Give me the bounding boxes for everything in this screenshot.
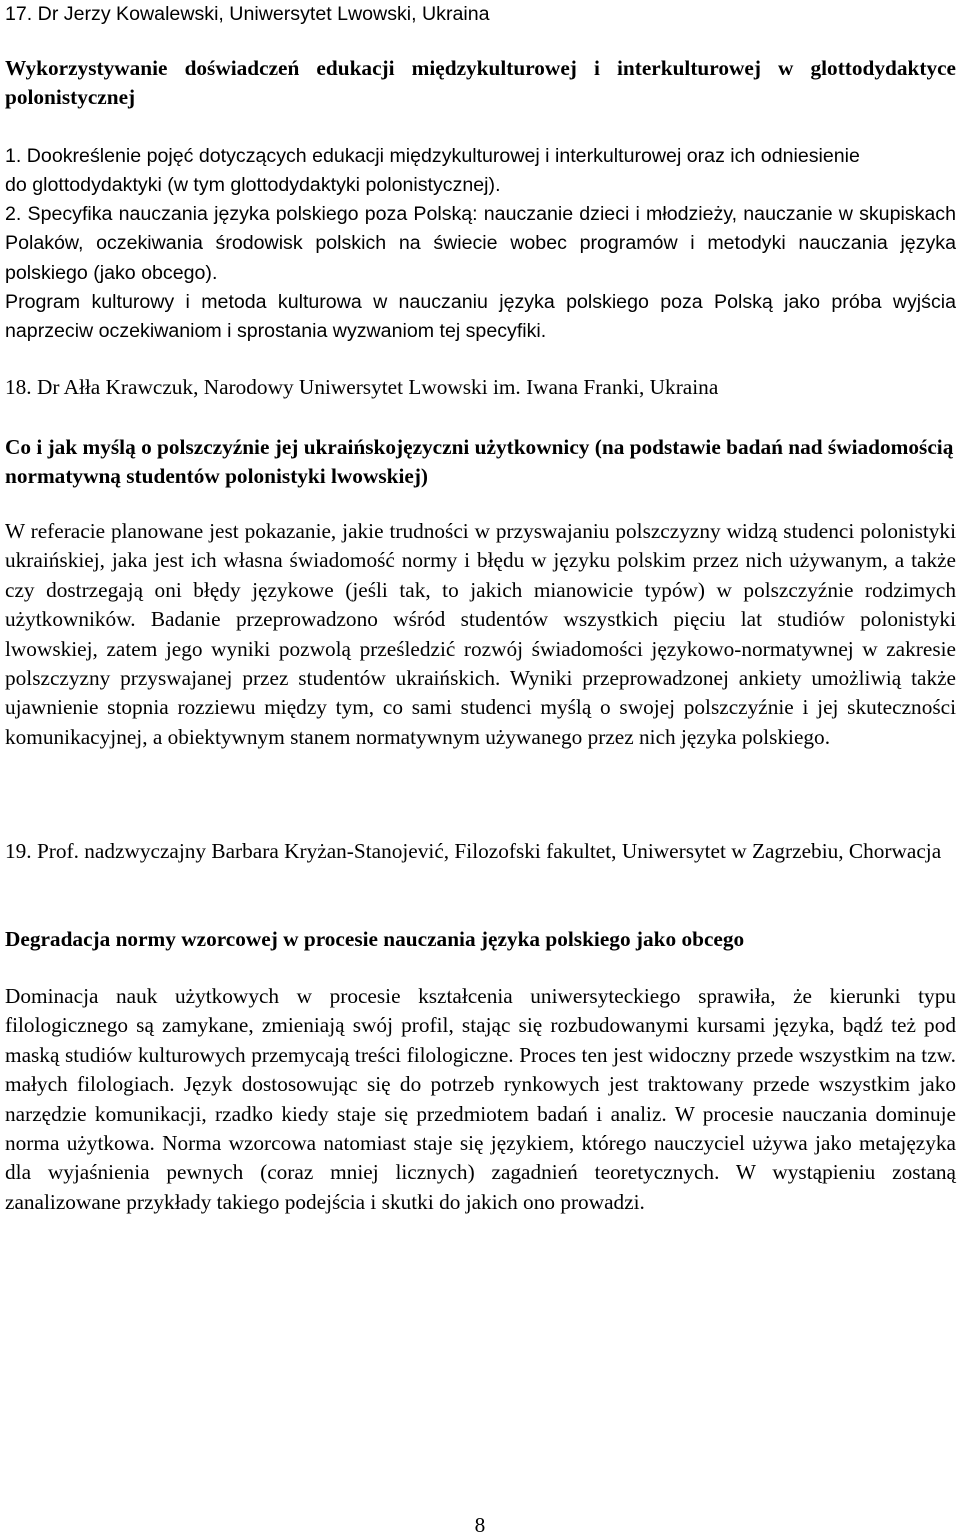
entry-19-author: 19. Prof. nadzwyczajny Barbara Kryżan-Stanojević, Filozofski fakultet, Uniwersytet w Zagrzebiu, Chorwacja [5, 839, 942, 863]
entry-17-author: 17. Dr Jerzy Kowalewski, Uniwersytet Lwowski, Ukraina [5, 3, 490, 25]
entry-18-abstract: W referacie planowane jest pokazanie, jakie trudności w przyswajaniu polszczyzny widzą studenci polonistyki ukraińskiej, jaka jest ich własna świadomość normy i błędu w języku polskim przez nich używanym, a także czy dostrzegają oni błędy językowe (jeśli tak, to jakich mianowicie typów) w polszczyźnie rodzimych użytkowników. Badanie przeprowadzono wśród studentów wszystkich pięciu lat studiów polonistyki lwowskiej, zatem jego wyniki pozwolą prześledzić rozwój świadomości językowo-normatywnej w zakresie polszczyzny przyswajanej przez studentów ukraińskich. Wyniki przeprowadzonej ankiety umożliwią także ujawnienie stopnia rozziewu między tym, co sami studenci myślą o swojej polszczyźnie i jej skuteczności komunikacyjnej, a obiektywnym stanem normatywnym używanego przez nich języka polskiego. [5, 519, 956, 749]
entry-19-abstract: Dominacja nauk użytkowych w procesie kształcenia uniwersyteckiego sprawiła, że kierunki typu filologicznego są zamykane, zmieniają swój profil, stając się rozbudowanymi kursami języka, bądź też pod maską studiów kulturowych przemycają treści filologiczne. Proces ten jest widoczny przede wszystkim na tzw. małych filologiach. Język dostosowując się do potrzeb rynkowych jest traktowany przede wszystkim jako narzędzie komunikacji, rzadko kiedy staje się przedmiotem badań i analiz. W procesie nauczania dominuje norma użytkowa. Norma wzorcowa natomiast staje się językiem, którego nauczyciel używa jako metajęzyka dla wyjaśnienia pewnych (coraz mniej licznych) zagadnień teoretycznych. W wystąpieniu zostaną zanalizowane przykłady takiego podejścia i skutki do jakich ono prowadzi. [5, 984, 956, 1214]
entry-18-author: 18. Dr Ałła Krawczuk, Narodowy Uniwersytet Lwowski im. Iwana Franki, Ukraina [5, 375, 719, 399]
entry-18-title: Co i jak myślą o polszczyźnie jej ukraińskojęzyczni użytkownicy (na podstawie badań nad świadomością normatywną studentów polonistyki lwowskiej) [5, 435, 954, 489]
entry-17-point-3: Program kulturowy i metoda kulturowa w nauczaniu języka polskiego poza Polską jako próba wyjścia naprzeciw oczekiwaniom i sprostania wyzwaniom tej specyfiki. [5, 291, 956, 343]
entry-17-point-2: 2. Specyfika nauczania języka polskiego poza Polską: nauczanie dzieci i młodzieży, nauczanie w skupiskach Polaków, oczekiwania środowisk polskich na świecie wobec programów i metodyki nauczania języka polskiego (jako obcego). [5, 203, 956, 284]
entry-17-point-1: 1. Dookreślenie pojęć dotyczących edukacji międzykulturowej i interkulturowej oraz ich odniesienie do glottodydaktyki (w tym glottodydaktyki polonistycznej). [5, 145, 860, 197]
page-number: 8 [474, 1513, 486, 1537]
entry-19-title: Degradacja normy wzorcowej w procesie nauczania języka polskiego jako obcego [5, 927, 745, 951]
entry-17-title: Wykorzystywanie doświadczeń edukacji międzykulturowej i interkulturowej w glottodydaktyce polonistycznej [5, 56, 956, 110]
